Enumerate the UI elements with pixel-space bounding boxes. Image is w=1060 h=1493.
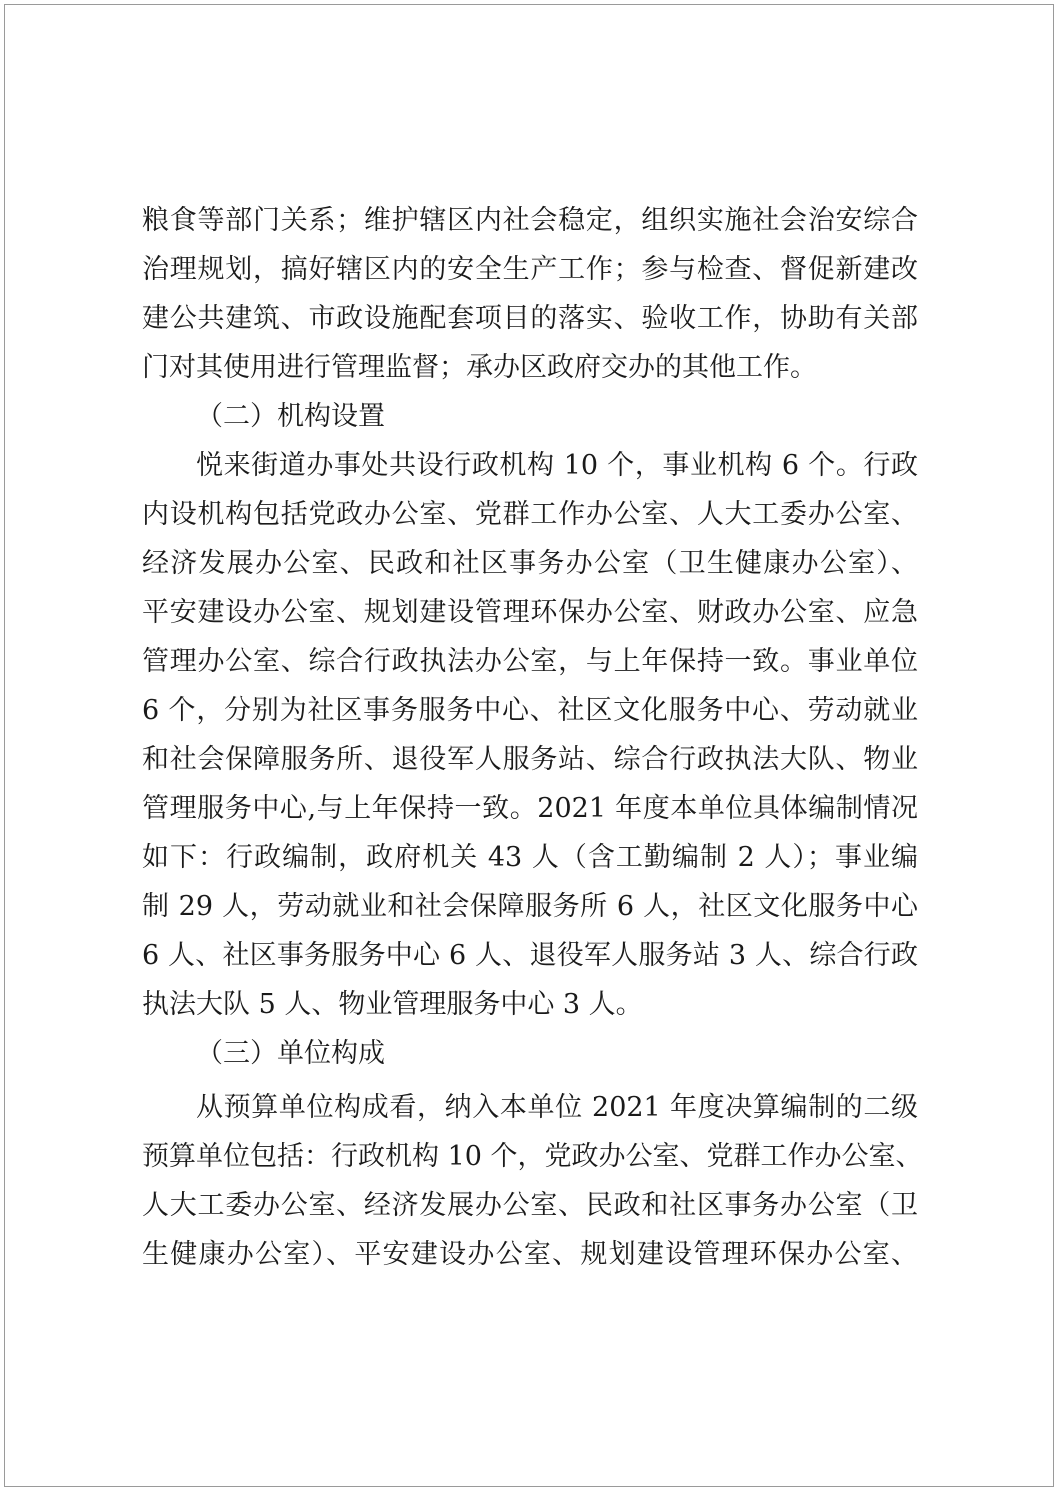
- para2-line: 6 人、社区事务服务中心 6 人、退役军人服务站 3 人、综合行政: [142, 940, 918, 971]
- para1-line: 治理规划，搞好辖区内的安全生产工作；参与检查、督促新建改: [142, 254, 918, 285]
- para3-line: 生健康办公室）、平安建设办公室、规划建设管理环保办公室、: [142, 1239, 918, 1270]
- para3-line: 从预算单位构成看，纳入本单位 2021 年度决算编制的二级: [196, 1092, 918, 1123]
- para2-line: 管理办公室、综合行政执法办公室，与上年保持一致。事业单位: [142, 646, 918, 677]
- para1-line: 建公共建筑、市政设施配套项目的落实、验收工作，协助有关部: [142, 303, 918, 334]
- para2-line: 悦来街道办事处共设行政机构 10 个，事业机构 6 个。行政: [196, 450, 918, 481]
- para3-line: 预算单位包括：行政机构 10 个，党政办公室、党群工作办公室、: [142, 1141, 923, 1172]
- para2-line: 如下：行政编制，政府机关 43 人（含工勤编制 2 人）；事业编: [142, 842, 918, 873]
- para2-line: 管理服务中心,与上年保持一致。2021 年度本单位具体编制情况: [142, 793, 918, 824]
- para2-line: 经济发展办公室、民政和社区事务办公室（卫生健康办公室）、: [142, 548, 918, 579]
- para3-line: 人大工委办公室、经济发展办公室、民政和社区事务办公室（卫: [142, 1190, 918, 1221]
- para1-line: 门对其使用进行管理监督；承办区政府交办的其他工作。: [142, 352, 817, 383]
- para2-line: 6 个，分别为社区事务服务中心、社区文化服务中心、劳动就业: [142, 695, 918, 726]
- para1-line: 粮食等部门关系；维护辖区内社会稳定，组织实施社会治安综合: [142, 205, 918, 236]
- section-heading-3: （三）单位构成: [196, 1038, 385, 1069]
- para2-line: 平安建设办公室、规划建设管理环保办公室、财政办公室、应急: [142, 597, 918, 628]
- para2-line: 执法大队 5 人、物业管理服务中心 3 人。: [142, 989, 643, 1020]
- section-heading-2: （二）机构设置: [196, 401, 385, 432]
- para2-line: 内设机构包括党政办公室、党群工作办公室、人大工委办公室、: [142, 499, 918, 530]
- para2-line: 和社会保障服务所、退役军人服务站、综合行政执法大队、物业: [142, 744, 918, 775]
- para2-line: 制 29 人，劳动就业和社会保障服务所 6 人，社区文化服务中心: [142, 891, 918, 922]
